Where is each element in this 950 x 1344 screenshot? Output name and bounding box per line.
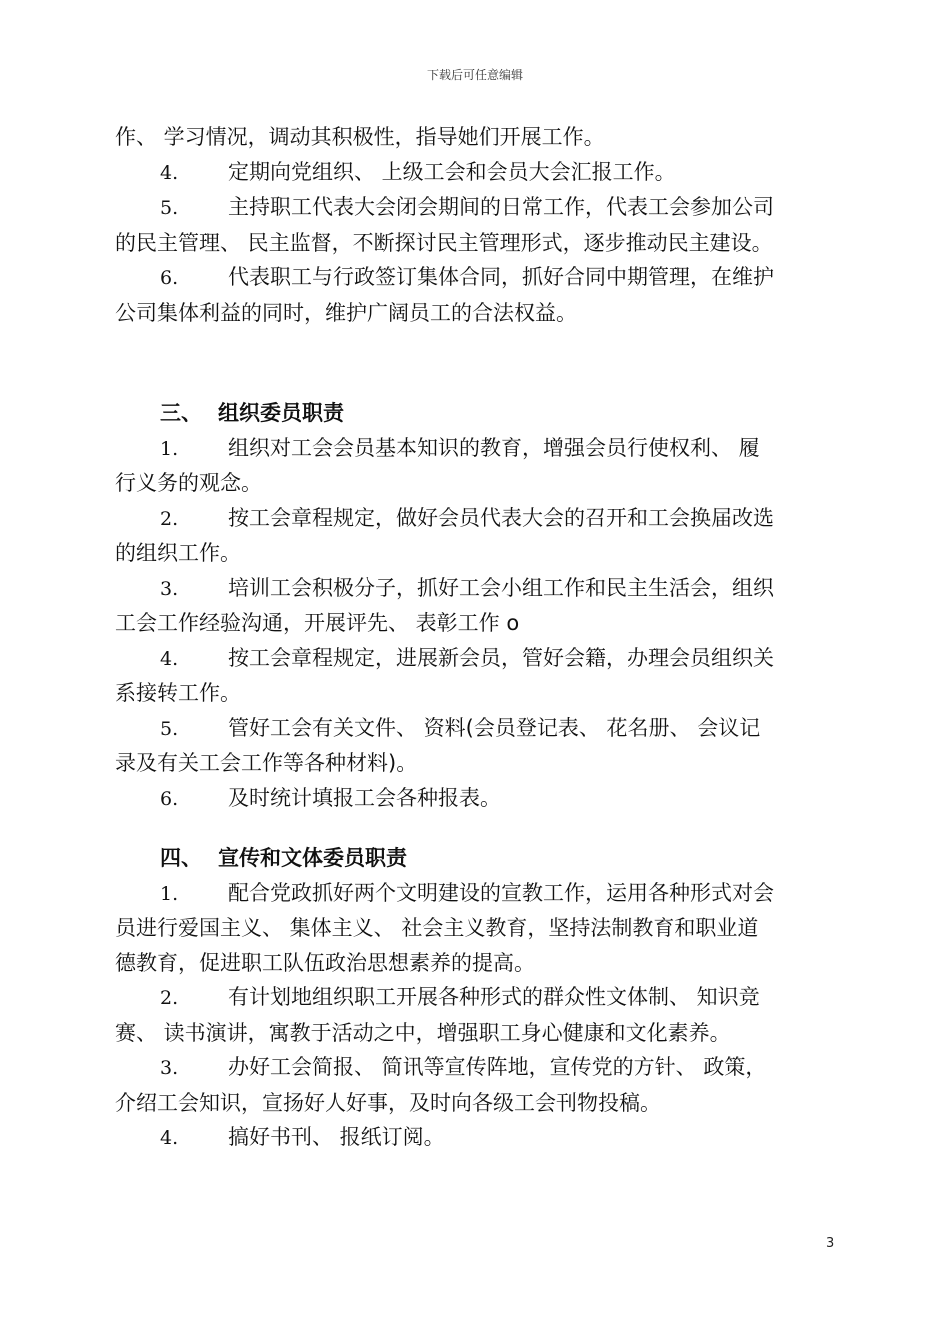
item-number: 2. bbox=[160, 507, 179, 530]
paragraph-line: 4. 定期向党组织、 上级工会和会员大会汇报工作。 bbox=[115, 155, 837, 191]
paragraph-line: 行义务的观念。 bbox=[115, 471, 262, 495]
page-header: 下载后可任意编辑 bbox=[426, 68, 523, 82]
list-item: 4. 按工会章程规定，进展新会员，管好会籍，办理会员组织关 系接转工作。 bbox=[115, 641, 837, 711]
list-item: 2. 按工会章程规定，做好会员代表大会的召开和工会换届改选 的组织工作。 bbox=[115, 501, 837, 571]
paragraph-line: 公司集体利益的同时，维护广阔员工的合法权益。 bbox=[115, 300, 577, 325]
section-number: 三、 bbox=[160, 401, 202, 425]
section-heading bbox=[115, 396, 837, 431]
item-number: 5. bbox=[160, 717, 179, 740]
list-item: 1. 组织对工会会员基本知识的教育，增强会员行使权利、 履 行义务的观念。 bbox=[115, 431, 837, 501]
paragraph-line: 6. 代表职工与行政签订集体合同，抓好合同中期管理，在维护 bbox=[115, 260, 837, 296]
list-item: 6. 及时统计填报工会各种报表。 bbox=[115, 781, 837, 817]
list-item bbox=[115, 190, 837, 260]
list-item bbox=[115, 155, 837, 191]
item-number: 1. bbox=[160, 437, 179, 460]
list-item: 1. 配合党政抓好两个文明建设的宣教工作，运用各种形式对会 员进行爱国主义、 集体主义、 社会主义教育，坚持法制教育和职业道 德教育，促进职工队伍政治思想素养的提高。 bbox=[115, 876, 837, 981]
list-item: 5. 管好工会有关文件、 资料(会员登记表、 花名册、 会议记 录及有关工会工作等各种材料)。 bbox=[115, 711, 837, 781]
item-number: 4. bbox=[160, 1127, 179, 1149]
list-item: 3. 办好工会简报、 简讯等宣传阵地，宣传党的方针、 政策， 介绍工会知识，宣扬好人好事，及时向各级工会刊物投稿。 bbox=[115, 1050, 837, 1120]
item-number: 3. bbox=[160, 1057, 179, 1079]
document-body bbox=[115, 120, 837, 1156]
page-number: 3 bbox=[826, 1236, 835, 1251]
paragraph-line: 作、 学习情况，调动其积极性，指导她们开展工作。 bbox=[115, 125, 605, 149]
item-number: 6. bbox=[160, 267, 179, 289]
item-number: 5. bbox=[160, 197, 179, 219]
item-number: 4. bbox=[160, 647, 179, 670]
list-item: 4. 搞好书刊、 报纸订阅。 bbox=[115, 1120, 837, 1156]
paragraph-line: 5. 主持职工代表大会闭会期间的日常工作，代表工会参加公司 bbox=[115, 190, 837, 226]
item-number: 2. bbox=[160, 987, 179, 1009]
paragraph-line: 工会工作经验沟通，开展评先、 表彰工作 o bbox=[115, 611, 520, 635]
list-item: 3. 培训工会积极分子，抓好工会小组工作和民主生活会，组织 工会工作经验沟通，开展评先、 表彰工作 o bbox=[115, 571, 837, 641]
section-title: 组织委员职责 bbox=[218, 401, 344, 425]
section-number: 四、 bbox=[160, 846, 202, 870]
list-item: 2. 有计划地组织职工开展各种形式的群众性文体制、 知识竞 赛、 读书演讲，寓教于活动之中，增强职工身心健康和文化素养。 bbox=[115, 980, 837, 1050]
paragraph-line: 系接转工作。 bbox=[115, 681, 241, 705]
paragraph-line: 录及有关工会工作等各种材料)。 bbox=[115, 751, 418, 775]
item-number: 3. bbox=[160, 577, 179, 600]
section-heading bbox=[115, 841, 837, 876]
paragraph-line: 的民主管理、 民主监督，不断探讨民主管理形式，逐步推动民主建设。 bbox=[115, 230, 773, 255]
item-number: 4. bbox=[160, 161, 179, 184]
paragraph-line: 介绍工会知识，宣扬好人好事，及时向各级工会刊物投稿。 bbox=[115, 1090, 661, 1115]
paragraph-line: 赛、 读书演讲，寓教于活动之中，增强职工身心健康和文化素养。 bbox=[115, 1020, 731, 1045]
list-item bbox=[115, 260, 837, 330]
item-number: 6. bbox=[160, 787, 179, 810]
paragraph-line: 的组织工作。 bbox=[115, 541, 241, 565]
section-title: 宣传和文体委员职责 bbox=[218, 846, 407, 870]
paragraph-line: 德教育，促进职工队伍政治思想素养的提高。 bbox=[115, 950, 535, 975]
paragraph-line: 员进行爱国主义、 集体主义、 社会主义教育，坚持法制教育和职业道 bbox=[115, 916, 759, 940]
item-number: 1. bbox=[160, 882, 179, 905]
